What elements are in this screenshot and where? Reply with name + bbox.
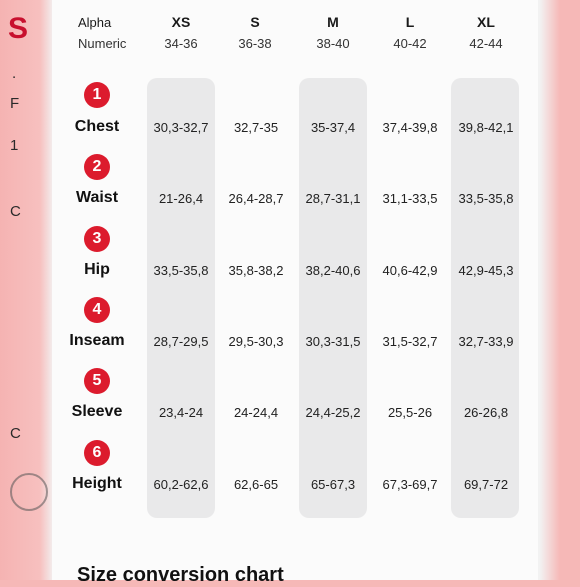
row-number-badge: 2 [84,154,110,180]
row-number-badge: 6 [84,440,110,466]
table-cell: 25,5-26 [387,405,433,420]
row-number-badge: 4 [84,297,110,323]
size-numeric-xl: 42-44 [469,36,503,51]
numeric-label: Numeric [78,36,127,51]
alpha-label: Alpha [78,15,112,30]
row-label-chest: Chest [74,118,120,135]
table-cell: 33,5-35,8 [153,263,209,278]
size-conversion-chart-heading: Size conversion chart [77,564,284,586]
background-page-strip [0,0,52,580]
partial-glyph: C [10,203,21,220]
partial-circle-button [10,473,48,511]
row-label-hip: Hip [84,261,110,278]
column-highlight-xs [147,78,215,518]
partial-glyph: 1 [10,137,19,154]
table-cell: 35,8-38,2 [228,263,284,278]
row-number-badge: 1 [84,82,110,108]
column-highlight-m [299,78,367,518]
table-cell: 31,5-32,7 [382,334,438,349]
table-cell: 37,4-39,8 [382,120,438,135]
row-label-sleeve: Sleeve [71,403,123,420]
size-header-xs: XS [171,14,191,30]
column-highlight-xl [451,78,519,518]
row-label-waist: Waist [75,189,119,206]
row-number-badge: 3 [84,226,110,252]
size-numeric-xs: 34-36 [164,36,198,51]
table-cell: 26,4-28,7 [228,191,284,206]
table-cell: 30,3-31,5 [305,334,361,349]
size-numeric-s: 36-38 [238,36,272,51]
table-cell: 42,9-45,3 [458,263,514,278]
table-cell: 69,7-72 [463,477,509,492]
table-cell: 32,7-33,9 [458,334,514,349]
table-cell: 28,7-29,5 [153,334,209,349]
row-number-badge: 5 [84,368,110,394]
table-cell: 24-24,4 [233,405,279,420]
size-numeric-m: 38-40 [316,36,350,51]
size-header-m: M [327,14,339,30]
size-header-s: S [250,14,260,30]
size-header-xl: XL [477,14,495,30]
table-cell: 67,3-69,7 [382,477,438,492]
table-cell: 65-67,3 [310,477,356,492]
partial-glyph: . [12,65,17,82]
table-cell: 40,6-42,9 [382,263,438,278]
table-cell: 39,8-42,1 [458,120,514,135]
size-header-l: L [405,14,415,30]
row-label-height: Height [72,475,122,492]
partial-glyph: F [10,95,20,112]
table-cell: 26-26,8 [463,405,509,420]
table-cell: 28,7-31,1 [305,191,361,206]
table-cell: 23,4-24 [158,405,204,420]
partial-glyph: S [8,12,29,45]
size-numeric-l: 40-42 [393,36,427,51]
table-cell: 32,7-35 [233,120,279,135]
table-cell: 38,2-40,6 [305,263,361,278]
table-cell: 60,2-62,6 [153,477,209,492]
table-cell: 21-26,4 [158,191,204,206]
size-chart-card [52,0,538,580]
table-cell: 62,6-65 [233,477,279,492]
row-label-inseam: Inseam [69,332,125,349]
table-cell: 29,5-30,3 [228,334,284,349]
partial-glyph: C [10,425,21,442]
table-cell: 35-37,4 [310,120,356,135]
table-cell: 30,3-32,7 [153,120,209,135]
table-cell: 33,5-35,8 [458,191,514,206]
table-cell: 31,1-33,5 [382,191,438,206]
table-cell: 24,4-25,2 [305,405,361,420]
